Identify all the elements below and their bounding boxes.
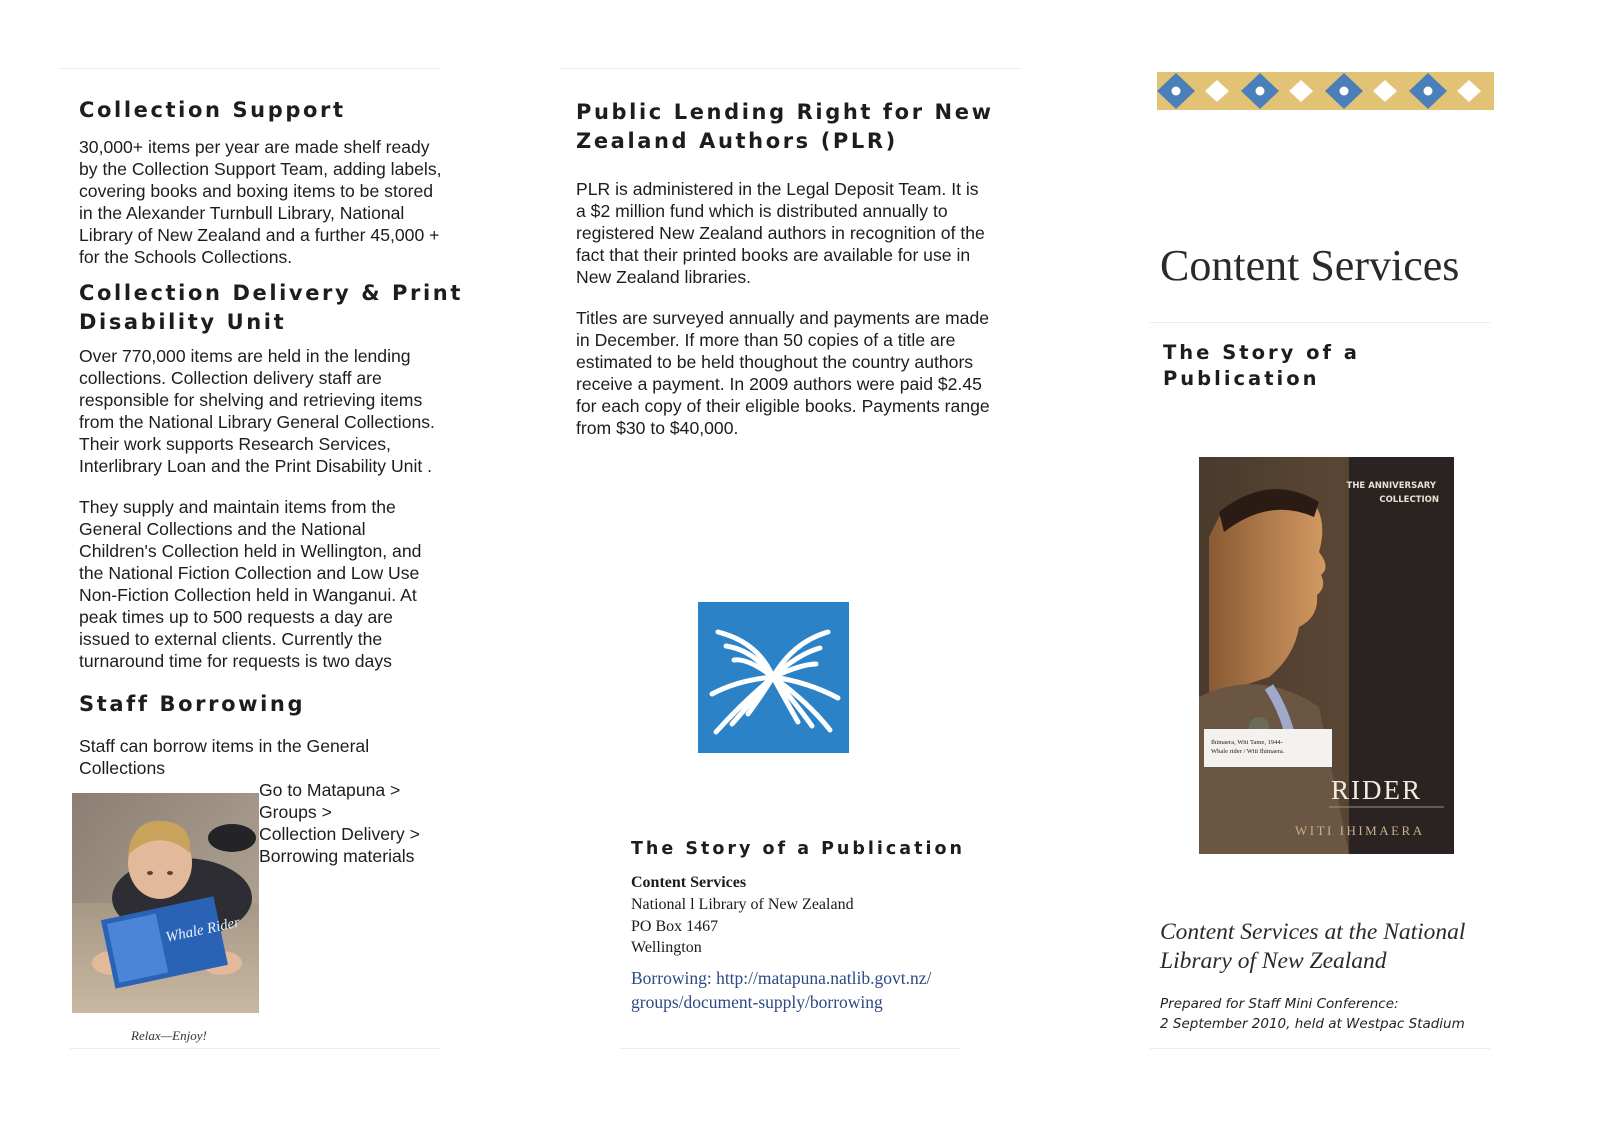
book-label-line1: Ihimaera, Witi Tame, 1944- bbox=[1211, 739, 1283, 746]
child-reading-photo bbox=[72, 793, 259, 1013]
plr-heading-line2: Zealand Authors (PLR) bbox=[576, 129, 898, 153]
book-series-line2: COLLECTION bbox=[1379, 495, 1439, 505]
diamond-band bbox=[1157, 72, 1494, 110]
book-author: WITI IHIMAERA bbox=[1295, 823, 1425, 838]
collection-delivery-para1: Over 770,000 items are held in the lending collections. Collection delivery staff are responsible for shelving and retrieving items from the National Library General Collections. Their work supports Research Services, Interlibrary Loan and the Print Disability Unit . bbox=[79, 346, 435, 476]
photo-caption: Relax—Enjoy! bbox=[131, 1028, 207, 1043]
book-title: RIDER bbox=[1331, 775, 1422, 805]
contact-address: National l Library of New Zealand PO Box 1467 Wellington bbox=[631, 896, 854, 956]
book-series-line1: THE ANNIVERSARY bbox=[1346, 481, 1437, 491]
contact-org: Content Services bbox=[631, 874, 747, 891]
page-title: Content Services bbox=[1160, 241, 1460, 290]
collection-support-text: 30,000+ items per year are made shelf ready by the Collection Support Team, adding labels, covering books and boxing items to be stored in the Alexander Turnbull Library, National Library of New Zealand and a further 45,000 + for the Schools Collections. bbox=[79, 137, 442, 267]
borrowing-path: Go to Matapuna > Groups > Collection Delivery > Borrowing materials bbox=[259, 780, 420, 866]
borrowing-link[interactable] bbox=[631, 966, 931, 1014]
plr-para1: PLR is administered in the Legal Deposit Team. It is a $2 million fund which is distributed annually to registered New Zealand authors in recognition of the fact that their printed books are available for use in New Zealand libraries. bbox=[576, 179, 985, 287]
collection-delivery-heading-line1: Collection Delivery & Print bbox=[79, 281, 463, 305]
diamond-pattern-icon bbox=[1157, 72, 1494, 110]
library-logo bbox=[698, 602, 849, 753]
book-label-line2: Whale rider / Witi Ihimaera. bbox=[1211, 748, 1285, 755]
collection-support-heading: Collection Support bbox=[79, 98, 346, 122]
collection-delivery-heading-line2: Disability Unit bbox=[79, 310, 287, 334]
scan-line bbox=[70, 1048, 440, 1049]
scan-line bbox=[620, 1048, 960, 1049]
subtitle-line1: The Story of a bbox=[1163, 341, 1360, 364]
scan-line bbox=[560, 68, 1020, 69]
collection-delivery-heading bbox=[79, 279, 463, 337]
subtitle bbox=[1163, 340, 1360, 392]
subtitle-line2: Publication bbox=[1163, 367, 1320, 390]
scan-line bbox=[1150, 1048, 1490, 1049]
staff-borrowing-intro: Staff can borrow items in the General Collections bbox=[79, 736, 370, 778]
borrowing-link-line1[interactable]: Borrowing: http://matapuna.natlib.govt.nz/ bbox=[631, 968, 932, 988]
scan-line bbox=[60, 68, 440, 69]
library-logo-icon bbox=[698, 602, 849, 753]
book-cover-illustration bbox=[1199, 457, 1454, 854]
child-reading-illustration bbox=[72, 793, 259, 1013]
scan-line bbox=[1150, 322, 1490, 323]
plr-para2: Titles are surveyed annually and payments are made in December. If more than 50 copies of a title are estimated to be held thoughout the country authors receive a payment. In 2009 authors were paid $2.45 for each copy of their eligible books. Payments range from $30 to $40,000. bbox=[576, 308, 990, 438]
staff-borrowing-heading: Staff Borrowing bbox=[79, 692, 306, 716]
tagline: Content Services at the National Library of New Zealand bbox=[1160, 919, 1466, 974]
photo-book-title: Whale Rider bbox=[164, 914, 242, 946]
collection-delivery-para2: They supply and maintain items from the General Collections and the National Children's Collection held in Wellington, and the National Fiction Collection and Low Use Non-Fiction Collection held in Wanganui. At peak times up to 500 requests a day are issued to external clients. Currently the turnaround time for requests is two days bbox=[79, 497, 422, 671]
contact-heading: The Story of a Publication bbox=[631, 839, 965, 859]
plr-heading-line1: Public Lending Right for New bbox=[576, 100, 994, 124]
plr-heading bbox=[576, 98, 994, 156]
book-cover bbox=[1199, 457, 1454, 854]
prepared-note: Prepared for Staff Mini Conference: 2 September 2010, held at Westpac Stadium bbox=[1160, 996, 1465, 1032]
borrowing-link-line2[interactable]: groups/document-supply/borrowing bbox=[631, 992, 883, 1012]
